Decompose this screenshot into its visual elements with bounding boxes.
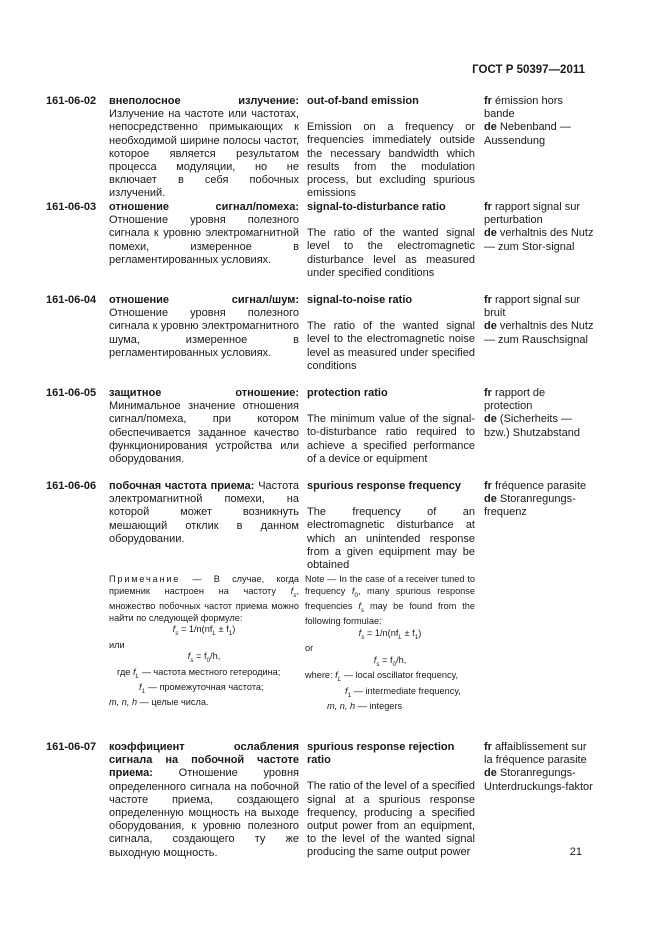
de-label: de bbox=[484, 493, 497, 506]
sub-l: L bbox=[337, 676, 342, 684]
de-label: de bbox=[484, 320, 497, 333]
de-term: Storanregungs-frequenz bbox=[484, 493, 576, 519]
formula-2 bbox=[109, 651, 299, 666]
other-languages bbox=[484, 741, 596, 794]
var-mnh: m, n, h bbox=[109, 697, 138, 708]
ru-term: внеполосное излучение: bbox=[109, 95, 299, 107]
ru-definition bbox=[109, 201, 299, 267]
ru-text: Отношение уровня полезного сигнала к уровню электромагнитной помехи, измеренное в регламентированных условиях. bbox=[109, 214, 299, 266]
where-line-1-en bbox=[305, 670, 475, 685]
note-en-intro bbox=[305, 574, 475, 628]
paren: ) bbox=[232, 624, 236, 635]
ru-definition bbox=[109, 741, 299, 860]
sub-1: 1 bbox=[414, 633, 419, 641]
ru-text: Излучение на частоте или частотах, непосредственно примыкающих к необходимой ширине полосы частот, которое является результатом процесса модуляции, но не включает в себя побочных излучений. bbox=[109, 108, 299, 200]
formula-text: /h, bbox=[396, 655, 407, 666]
de-term: Nebenband — Aussendung bbox=[484, 121, 571, 147]
en-definition bbox=[307, 741, 475, 860]
where-text: — промежуточная частота; bbox=[145, 682, 264, 693]
note-text: Note — In the case of a receiver tuned to frequency bbox=[305, 574, 475, 596]
other-languages bbox=[484, 294, 596, 347]
ru-term: отношение сигнал/шум: bbox=[109, 294, 299, 306]
other-languages bbox=[484, 201, 596, 254]
sub-s: s bbox=[361, 633, 365, 641]
entry-number: 161-06-02 bbox=[46, 95, 97, 107]
var-mnh: m, n, h bbox=[327, 701, 356, 712]
sub-0: 0 bbox=[354, 591, 358, 599]
de-equivalent bbox=[484, 493, 596, 519]
en-definition bbox=[307, 294, 475, 373]
fr-label: fr bbox=[484, 201, 492, 213]
var-f: f bbox=[373, 655, 377, 666]
where-line-1 bbox=[109, 667, 299, 682]
en-definition bbox=[307, 480, 475, 572]
var-f: f bbox=[345, 685, 348, 696]
where-text: — integers bbox=[355, 701, 403, 712]
sub-l: L bbox=[212, 630, 216, 638]
other-languages bbox=[484, 387, 596, 440]
fr-term: rapport signal sur perturbation bbox=[484, 201, 581, 227]
de-equivalent bbox=[484, 413, 596, 439]
en-text: The ratio of the wanted signal level to the electromagnetic noise level as measured under specified conditions bbox=[307, 320, 475, 372]
note-text: , множество побочных частот приема можно найти по следующей формуле: bbox=[109, 585, 299, 623]
entry-number: 161-06-06 bbox=[46, 480, 97, 492]
en-definition bbox=[307, 95, 475, 200]
fr-equivalent bbox=[484, 201, 596, 227]
de-label: de bbox=[484, 121, 497, 134]
where-line-3-en bbox=[305, 701, 475, 713]
fr-term: rapport de protection bbox=[484, 387, 546, 413]
ru-text: Частота электромагнитной помехи, на которой может возникнуть мешающий отклик в данном оборудовании. bbox=[109, 480, 299, 545]
en-text: The ratio of the wanted signal level to the electromagnetic disturbance level as measured under specified conditions bbox=[307, 227, 475, 279]
formula-text: = f bbox=[379, 655, 393, 666]
fr-term: émission hors bande bbox=[484, 95, 563, 121]
de-label: de bbox=[484, 227, 497, 240]
fr-equivalent bbox=[484, 387, 596, 413]
entry-number: 161-06-04 bbox=[46, 294, 97, 306]
sub-0: 0 bbox=[206, 657, 211, 665]
ru-text: Минимальное значение отношения сигнал/помеха, при котором обеспечивается заданное качество функционирования устройства или оборудования. bbox=[109, 400, 299, 466]
note-text: В случае, когда приемник настроен на частоту bbox=[109, 574, 299, 596]
note-en bbox=[305, 574, 475, 713]
en-definition bbox=[307, 387, 475, 466]
fr-label: fr bbox=[484, 95, 492, 107]
de-term: verhaltnis des Nutz — zum Stor-signal bbox=[484, 227, 594, 253]
fr-equivalent bbox=[484, 294, 596, 320]
fr-equivalent bbox=[484, 480, 596, 493]
ru-term: побочная частота приема: bbox=[109, 480, 255, 492]
sub-s: s bbox=[360, 606, 365, 614]
ru-definition bbox=[109, 294, 299, 360]
standard-header: ГОСТ Р 50397—2011 bbox=[472, 64, 585, 76]
de-equivalent bbox=[484, 227, 596, 253]
de-equivalent bbox=[484, 320, 596, 346]
where-text: where: bbox=[305, 670, 333, 681]
en-text: The minimum value of the signal-to-disturbance ratio required to achieve a specified performance of a device or equipment bbox=[307, 413, 475, 465]
fr-label: fr bbox=[484, 294, 492, 306]
other-languages bbox=[484, 95, 596, 148]
sub-1: 1 bbox=[228, 630, 233, 638]
fr-term: affaiblissement sur la fréquence parasite bbox=[484, 741, 587, 767]
de-equivalent bbox=[484, 121, 596, 147]
sub-s: s bbox=[175, 630, 179, 638]
note-text: , many spurious response frequencies bbox=[305, 585, 475, 612]
de-term: Storanregungs-Unterdruckungs-faktor bbox=[484, 767, 593, 793]
ru-term: отношение сигнал/помеха: bbox=[109, 201, 299, 213]
sub-s: s bbox=[293, 591, 297, 599]
fr-label: fr bbox=[484, 741, 492, 753]
sub-l: L bbox=[398, 633, 402, 641]
entry-number: 161-06-05 bbox=[46, 387, 97, 399]
var-f: f bbox=[290, 585, 294, 596]
en-term: protection ratio bbox=[307, 387, 388, 399]
var-f: f bbox=[132, 666, 136, 677]
en-term: signal-to-noise ratio bbox=[307, 294, 413, 306]
var-f: f bbox=[358, 628, 362, 639]
where-line-2-en bbox=[305, 686, 475, 701]
other-languages bbox=[484, 480, 596, 520]
note-ru bbox=[109, 574, 299, 709]
formula-text: /h, bbox=[210, 651, 221, 662]
sub-s: s bbox=[376, 660, 380, 668]
ru-definition bbox=[109, 387, 299, 466]
page-number: 21 bbox=[569, 846, 582, 858]
en-term: signal-to-disturbance ratio bbox=[307, 201, 446, 213]
var-f: f bbox=[139, 682, 142, 693]
en-term: out-of-band emission bbox=[307, 95, 419, 107]
fr-label: fr bbox=[484, 387, 492, 399]
formula-text: = 1/n(nf bbox=[364, 628, 399, 639]
en-term: spurious response frequency bbox=[307, 480, 462, 492]
sub-1: 1 bbox=[347, 691, 352, 699]
where-text: — частота местного гетеродина; bbox=[139, 666, 281, 677]
formula-text: ± f bbox=[401, 628, 415, 639]
var-f: f bbox=[335, 670, 338, 681]
fr-term: fréquence parasite bbox=[495, 480, 587, 492]
where-line-2 bbox=[109, 682, 299, 697]
note-text: may be found from the following formulae: bbox=[305, 601, 475, 627]
var-f: f bbox=[172, 624, 176, 635]
en-text: The frequency of an electromagnetic disturbance at which an unintended response from a given equipment may be obtained bbox=[307, 506, 475, 572]
sub-s: s bbox=[190, 657, 194, 665]
formula-text: = 1/n(nf bbox=[178, 624, 213, 635]
ru-definition bbox=[109, 95, 299, 201]
sub-1: 1 bbox=[141, 687, 146, 695]
de-label: de bbox=[484, 413, 497, 426]
fr-term: rapport signal sur bruit bbox=[484, 294, 581, 320]
en-text: The ratio of the level of a specified signal at a spurious response frequency, producing a specified output power from an equipment, to the level of the wanted signal producing the same output power bbox=[307, 780, 475, 859]
or-text: или bbox=[109, 639, 125, 650]
en-term: spurious response rejection ratio bbox=[307, 741, 455, 767]
where-text: — local oscillator frequency, bbox=[341, 670, 459, 681]
note-label: Примечание bbox=[109, 574, 181, 584]
note-dash: — bbox=[180, 574, 214, 584]
var-f: f bbox=[187, 651, 191, 662]
de-term: verhaltnis des Nutz — zum Rauschsignal bbox=[484, 320, 594, 346]
entry-number: 161-06-03 bbox=[46, 201, 97, 213]
formula-1 bbox=[109, 624, 299, 639]
fr-equivalent bbox=[484, 95, 596, 121]
where-line-3 bbox=[109, 697, 299, 709]
de-equivalent bbox=[484, 767, 596, 793]
ru-definition bbox=[109, 480, 299, 546]
formula-2-en bbox=[305, 655, 475, 670]
formula-text: ± f bbox=[215, 624, 229, 635]
paren: ) bbox=[418, 628, 422, 639]
sub-0: 0 bbox=[392, 660, 397, 668]
en-definition bbox=[307, 201, 475, 280]
ru-term: защитное отношение: bbox=[109, 387, 299, 399]
en-text: Emission on a frequency or frequencies immediately outside the necessary bandwidth which results from the modulation process, but excluding spurious emissions bbox=[307, 121, 475, 200]
ru-text: Отношение уровня полезного сигнала к уровню электромагнитного шума, измеренное в регламентированных условиях. bbox=[109, 307, 299, 359]
de-label: de bbox=[484, 767, 497, 780]
fr-equivalent bbox=[484, 741, 596, 767]
or-text: or bbox=[305, 643, 314, 654]
de-term: (Sicherheits — bzw.) Shutzabstand bbox=[484, 413, 581, 439]
note-ru-intro bbox=[109, 574, 299, 624]
where-text: — целые числа. bbox=[137, 697, 209, 708]
where-text: где bbox=[117, 666, 131, 677]
ru-text: Отношение уровня определенного сигнала на побочной частоте приема, создающего определенную мощность на выходе оборудования, к уровню полезного сигнала, создающего ту же выходную мощность. bbox=[109, 767, 299, 859]
ru-term: коэффициент ослабления сигнала на побочной частоте приема: bbox=[109, 741, 299, 780]
var-f: f bbox=[358, 601, 361, 612]
formula-text: = f bbox=[193, 651, 207, 662]
entry-number: 161-06-07 bbox=[46, 741, 97, 753]
where-text: — intermediate frequency, bbox=[351, 685, 461, 696]
formula-1-en bbox=[305, 628, 475, 643]
fr-label: fr bbox=[484, 480, 492, 492]
sub-l: L bbox=[135, 672, 140, 680]
var-f: f bbox=[351, 585, 355, 596]
